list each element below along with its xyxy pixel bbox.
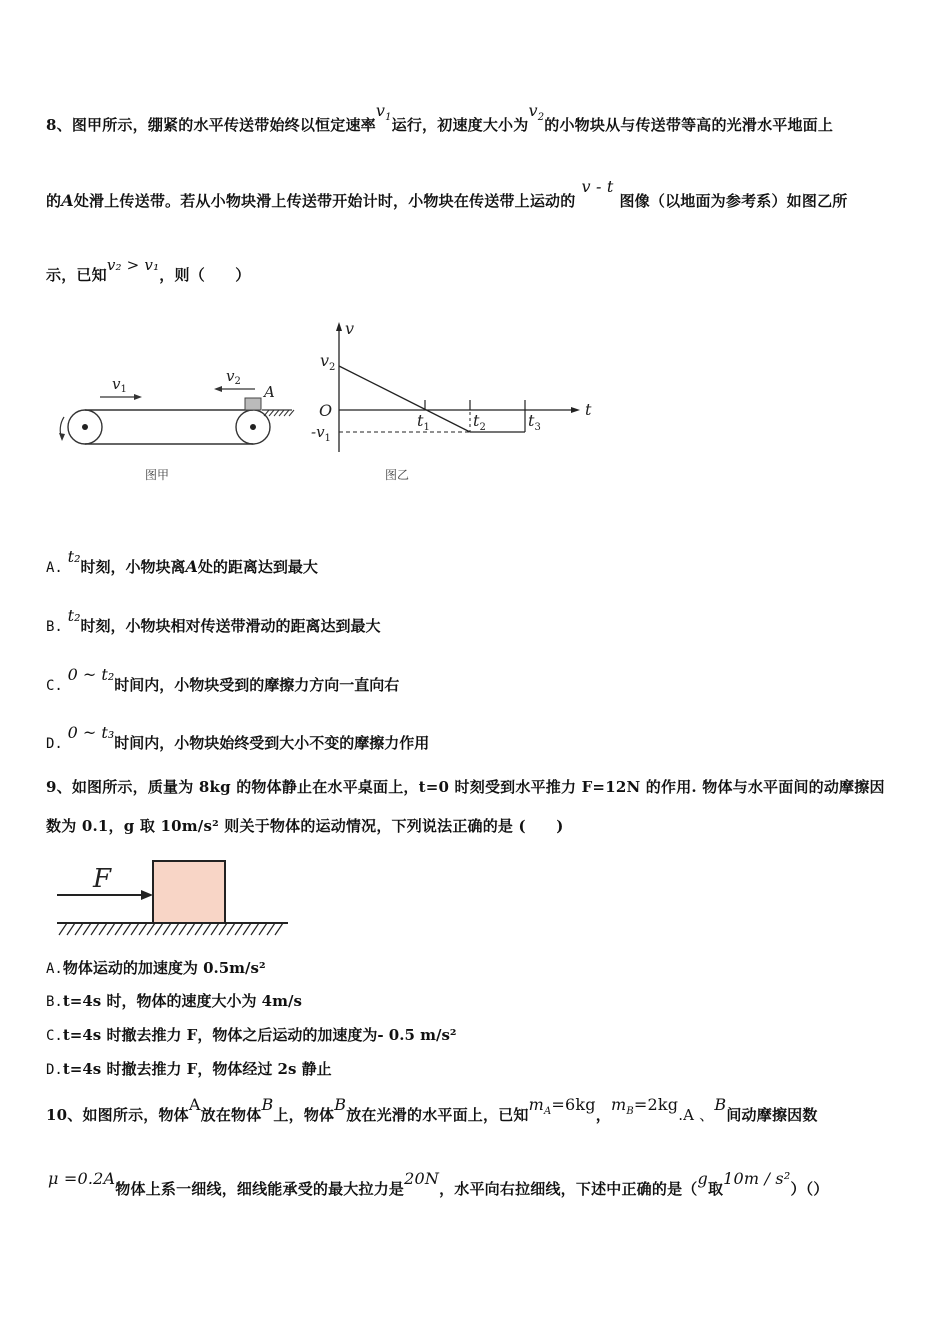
point-A-label: A bbox=[264, 383, 275, 401]
q8-figure-vt-graph bbox=[305, 318, 595, 458]
v2-tick-label: $v_2$ bbox=[320, 351, 336, 373]
q8-option-d-math: 0 ~ t₃ bbox=[67, 723, 115, 742]
q8-point-A: A bbox=[61, 191, 74, 210]
origin-label: O bbox=[319, 401, 333, 420]
q8-stem-line1 bbox=[46, 101, 834, 137]
t3-tick-label: $t_3$ bbox=[528, 411, 541, 433]
q8-condition: v₂ > v₁ bbox=[106, 256, 160, 274]
figure-caption-jia: 图甲 bbox=[145, 468, 170, 482]
q9-figure-block bbox=[55, 855, 295, 940]
v-axis-label: v bbox=[345, 319, 355, 338]
q8-v1-symbol: $v_1$ bbox=[375, 101, 392, 124]
q8-option-b[interactable]: B. t₂时刻，小物块相对传送带滑动的距离达到最大 bbox=[46, 606, 381, 635]
q8-option-b-math: t₂ bbox=[67, 606, 81, 625]
vt-line-descending bbox=[339, 366, 470, 432]
q10-g-value: 10m / s² bbox=[723, 1169, 791, 1188]
ground-hatching bbox=[59, 923, 283, 935]
q8-option-d[interactable]: D. 0 ~ t₃时间内，小物块始终受到大小不变的摩擦力作用 bbox=[46, 723, 430, 752]
small-block bbox=[245, 398, 261, 410]
q8-stem-line3: 示，已知v₂ > v₁，则（ ） bbox=[46, 256, 251, 284]
t1-tick-label: $t_1$ bbox=[417, 411, 430, 433]
block bbox=[153, 861, 225, 923]
figure-caption-yi: 图乙 bbox=[385, 468, 410, 482]
q8-text: 的小物块从与传送带等高的光滑水平地面上 bbox=[544, 116, 834, 134]
q8-option-c-math: 0 ~ t₂ bbox=[67, 665, 115, 684]
q8-option-a[interactable]: A. t₂时刻，小物块离A处的距离达到最大 bbox=[46, 547, 318, 576]
q8-option-a-math: t₂ bbox=[67, 547, 81, 566]
q10-mB: $m_B=2kg$ bbox=[610, 1095, 679, 1118]
force-F-label: F bbox=[93, 864, 112, 894]
neg-v1-tick-label: $-v_1$ bbox=[311, 423, 331, 444]
t-axis-label: t bbox=[585, 400, 592, 419]
q9-option-a[interactable]: A.物体运动的加速度为 0.5m/s² bbox=[46, 959, 266, 977]
q10-mu: μ =0.2A bbox=[48, 1169, 116, 1188]
v1-label: $v_1$ bbox=[112, 375, 127, 395]
q8-option-c[interactable]: C. 0 ~ t₂时间内，小物块受到的摩擦力方向一直向右 bbox=[46, 665, 400, 694]
q9-option-c[interactable]: C.t=4s 时撤去推力 F，物体之后运动的加速度为- 0.5 m/s² bbox=[46, 1026, 457, 1044]
q8-vt-symbol: v - t bbox=[581, 177, 614, 196]
q8-v2-symbol: $v_2$ bbox=[528, 101, 545, 124]
q8-stem-line2: 的A处滑上传送带。若从小物块滑上传送带开始计时，小物块在传送带上运动的v - t图像（以地面为参考系）如图乙所 bbox=[46, 177, 848, 210]
q10-stem-line1: 10、如图所示，物体A放在物体B上，物体B放在光滑的水平面上，已知$m_A=6kg$，$m_B=2kg.A$ 、B间动摩擦因数 bbox=[46, 1095, 818, 1124]
t2-tick-label: $t_2$ bbox=[473, 411, 486, 433]
v2-label: $v_2$ bbox=[226, 367, 241, 387]
q10-stem-line2: μ =0.2A物体上系一细线，细线能承受的最大拉力是20N，水平向右拉细线，下述中正确的是（g取10m / s²）（） bbox=[48, 1169, 829, 1198]
q8-text: 8、图甲所示，绷紧的水平传送带始终以恒定速率 bbox=[46, 116, 376, 134]
q8-text: 运行，初速度大小为 bbox=[391, 116, 529, 134]
q9-stem-line1: 9、如图所示，质量为 8kg 的物体静止在水平桌面上，t=0 时刻受到水平推力 F=12N 的作用. 物体与水平面间的动摩擦因 bbox=[46, 778, 885, 796]
q10-mA: $m_A=6kg$ bbox=[528, 1095, 596, 1118]
q9-option-d[interactable]: D.t=4s 时撤去推力 F，物体经过 2s 静止 bbox=[46, 1060, 332, 1078]
q9-stem-line2: 数为 0.1，g 取 10m/s² 则关于物体的运动情况，下列说法正确的是 ( ) bbox=[46, 817, 564, 835]
q8-figure-conveyor bbox=[50, 365, 300, 455]
q10-force: 20N bbox=[404, 1169, 440, 1188]
q9-option-b[interactable]: B.t=4s 时，物体的速度大小为 4m/s bbox=[46, 992, 302, 1010]
